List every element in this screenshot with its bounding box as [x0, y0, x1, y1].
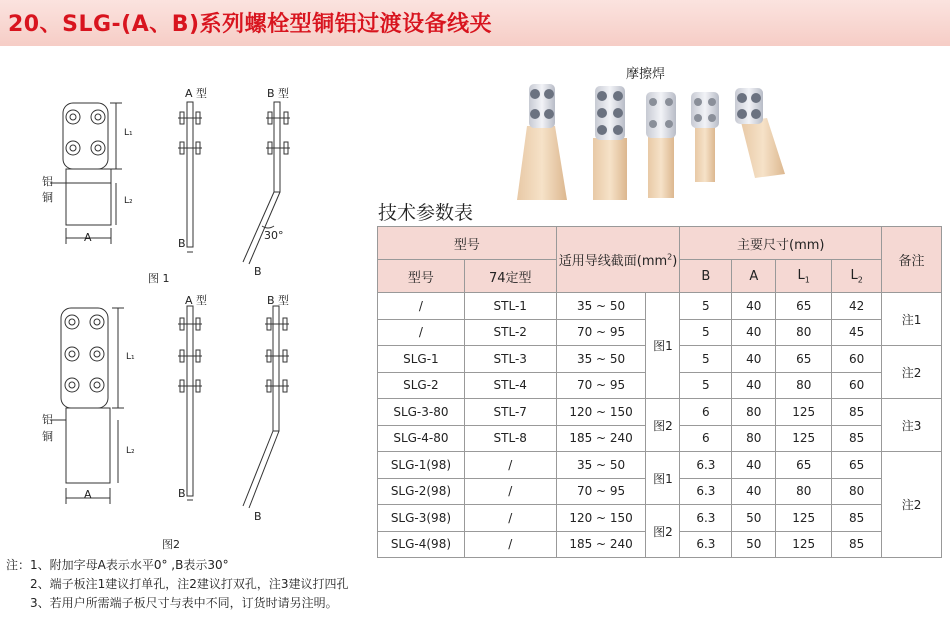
header-note: 备注 — [882, 227, 942, 293]
fig2-b-side-view — [243, 306, 289, 508]
fig-ref: 图2 — [646, 399, 680, 452]
fig1-copper-label: 铜 — [42, 191, 53, 204]
fig1-l1-label: L₁ — [124, 128, 133, 138]
footnote-2: 2、端子板注1建议打单孔，注2建议打双孔，注3建议打四孔 — [30, 577, 349, 591]
header-l1: $L_1$ — [776, 260, 832, 293]
fig2-front-view — [50, 308, 124, 504]
fig1-type-b-label: B 型 — [267, 87, 290, 100]
table-row: SLG-1(98) / 35 ~ 50 图1 6.3 40 65 65 注2 — [378, 452, 942, 479]
table-row: SLG-4(98) / 185 ~ 240 6.3 50 125 85 — [378, 531, 942, 558]
clamp-4 — [691, 92, 719, 182]
table-title: 技术参数表 — [378, 202, 474, 224]
fig1-front-view — [50, 103, 122, 244]
title-bar — [0, 0, 950, 46]
fig2-caption: 图2 — [162, 538, 180, 551]
fig1-dim-b-label: B — [178, 237, 186, 250]
fig1-angle-label: 30° — [264, 229, 284, 242]
table-row: SLG-2(98) / 70 ~ 95 6.3 40 80 80 — [378, 478, 942, 505]
header-l2: $L_2$ — [832, 260, 882, 293]
fig1-dim-b2-label: B — [254, 265, 262, 278]
header-b: B — [680, 260, 732, 293]
fig2-type-a-label: A 型 — [185, 294, 208, 307]
table-row: SLG-1 STL-3 35 ~ 50 5 40 65 60 注2 — [378, 346, 942, 373]
clamp-2 — [593, 86, 627, 200]
clamp-3 — [646, 92, 676, 198]
fig2-dim-b-label: B — [178, 487, 186, 500]
header-74-std: 74定型 — [464, 260, 556, 293]
clamp-5 — [735, 88, 785, 178]
parameter-table — [377, 226, 942, 558]
fig1-a-side-view — [178, 102, 202, 252]
note-ref: 注1 — [882, 293, 942, 346]
photo-label: 摩擦焊 — [626, 67, 666, 82]
note-ref: 注2 — [882, 452, 942, 558]
footnote-3: 3、若用户所需端子板尺寸与表中不同，订货时请另注明。 — [30, 596, 338, 610]
fig2-aluminum-label: 铝 — [42, 413, 53, 426]
note-ref: 注2 — [882, 346, 942, 399]
table-row: SLG-2 STL-4 70 ~ 95 5 40 80 60 — [378, 372, 942, 399]
fig1-type-a-label: A 型 — [185, 87, 208, 100]
clamp-1 — [517, 84, 567, 200]
table-row: SLG-3(98) / 120 ~ 150 图2 6.3 50 125 85 — [378, 505, 942, 532]
fig-ref: 图1 — [646, 293, 680, 399]
fig1-l2-label: L₂ — [124, 196, 133, 206]
table-row: SLG-3-80 STL-7 120 ~ 150 图2 6 80 125 85 注3 — [378, 399, 942, 426]
fig2-type-b-label: B 型 — [267, 294, 290, 307]
fig2-copper-label: 铜 — [42, 430, 53, 443]
table-row: SLG-4-80 STL-8 185 ~ 240 6 80 125 85 — [378, 425, 942, 452]
fig1-dim-a-label: A — [84, 231, 92, 244]
footnote-1: 注：1、附加字母A表示水平0° ,B表示30° — [6, 558, 229, 572]
fig-ref: 图1 — [646, 452, 680, 505]
product-photo — [505, 78, 795, 200]
header-a: A — [732, 260, 776, 293]
fig-ref: 图2 — [646, 505, 680, 558]
header-model: 型号 — [378, 260, 465, 293]
fig2-a-side-view — [178, 306, 202, 500]
fig1-caption: 图 1 — [148, 272, 170, 285]
fig2-dim-b2-label: B — [254, 510, 262, 523]
table-row: / STL-1 35 ~ 50 图1 5 40 65 42 注1 — [378, 293, 942, 320]
footnotes — [6, 556, 349, 613]
header-model-group: 型号 — [378, 227, 557, 260]
fig2-dim-a-label: A — [84, 488, 92, 501]
page-title: 20、SLG-(A、B)系列螺栓型铜铝过渡设备线夹 — [8, 12, 493, 37]
table-row: / STL-2 70 ~ 95 5 40 80 45 — [378, 319, 942, 346]
fig2-l1-label: L₁ — [126, 352, 135, 362]
fig1-aluminum-label: 铝 — [42, 175, 53, 188]
note-ref: 注3 — [882, 399, 942, 452]
header-section: 适用导线截面$(mm^2)$ — [556, 227, 680, 293]
fig2-l2-label: L₂ — [126, 446, 135, 456]
header-main-dims: 主要尺寸(mm) — [680, 227, 882, 260]
